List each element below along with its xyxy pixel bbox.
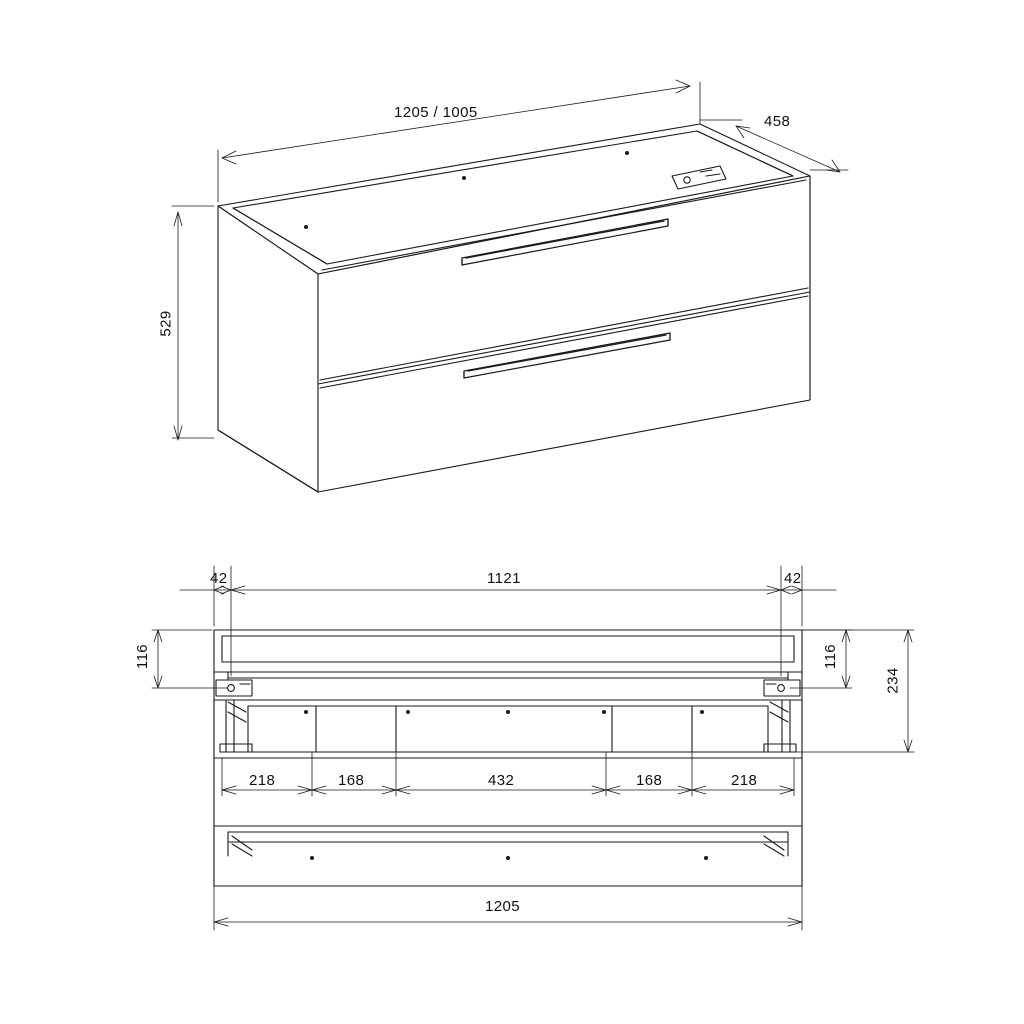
front-overall-width-label: 1205 <box>485 898 520 915</box>
iso-height-dimension <box>172 206 214 440</box>
front-total-height-label: 234 <box>884 667 902 694</box>
front-segment-1-label: 218 <box>249 772 276 789</box>
front-rail-length-label: 1121 <box>487 570 521 587</box>
front-runner-band <box>214 700 802 758</box>
front-segment-2-label: 168 <box>338 772 365 789</box>
front-segment-3-label: 432 <box>488 772 515 789</box>
front-segment-5-label: 218 <box>731 772 758 789</box>
front-left-offset-label: 42 <box>210 570 228 587</box>
front-segment-4-label: 168 <box>636 772 663 789</box>
iso-width-label: 1205 / 1005 <box>394 104 478 121</box>
front-left-height-label: 116 <box>134 643 152 670</box>
iso-height-label: 529 <box>157 310 175 337</box>
front-right-offset-label: 42 <box>784 570 802 587</box>
iso-depth-label: 458 <box>764 113 791 130</box>
front-right-height-label: 116 <box>822 643 840 670</box>
